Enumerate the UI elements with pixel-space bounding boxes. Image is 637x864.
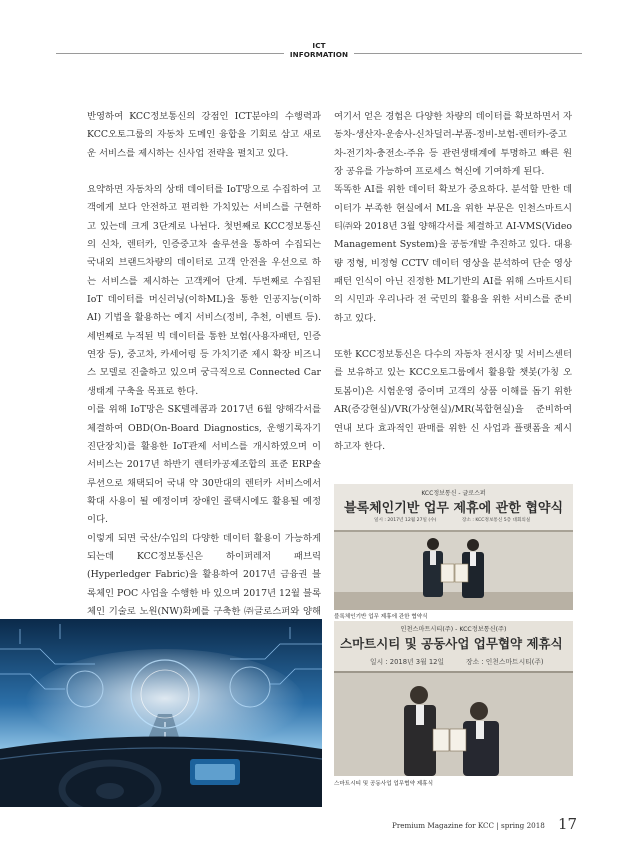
photo2-banner-date: 일시 : 2018년 3월 12일 bbox=[370, 658, 445, 666]
photo1-caption: 블록체인기반 업무 제휴에 관한 협약식 bbox=[334, 614, 428, 620]
magazine-name: Premium Magazine for KCC | spring 2018 bbox=[392, 821, 545, 830]
right-paragraph-1: 여기서 얻은 경험은 다양한 차량의 데이터를 확보하면서 자동차-생산자-운송사-신차딜러-부품-정비-보험-렌터카-중고차-전기차-충전소-주유 등 관련생태계에 투명하고 빠른 원장 공유를 가능하여 프로세스 혁신에 기여하게 된다. bbox=[334, 111, 572, 178]
photo2-banner-small: 인천스마트시티(주) - KCC정보통신(주) bbox=[400, 626, 507, 633]
photo1-banner-title: 블록체인기반 업무 제휴에 관한 협약식 bbox=[343, 501, 564, 516]
left-paragraph-2: 요약하면 자동차의 상태 데이터를 IoT망으로 수집하여 고객에게 보다 안전하고 편리한 가치있는 서비스를 구현하고 있는데 크게 3단계로 나뉜다. 첫번째로 KCC정보통신의 신차, 렌터카, 인증중고차 솔루션을 통하여 수집되는 국내외 브랜드차량의 데이터로 고객 안전을 우선으로 하는 서비스를 제시하는 고객케어 단계. 두번째로 수집된 IoT 데이터를 머신러닝(이하ML)을 통한 인공지능(이하 AI) 기법을 활용하는 예지 서비스(정비, 추천, 이벤트 등). 세번째로 누적된 빅 데이터를 통한 보험(사용자패턴, 인증연장 등), 중고차, 카세어링 등 가치기준 제시 확장 비즈니스 모델로 진출하고 있으며 궁극적으로 Connected Car 생태계 구축을 목표로 한다. bbox=[87, 184, 321, 397]
photo2-banner-title: 스마트시티 및 공동사업 업무협약 제휴식 bbox=[340, 636, 563, 651]
right-paragraph-2: 똑똑한 AI를 위한 데이터 확보가 중요하다. 분석할 만한 데이터가 부족한 현실에서 ML을 위한 부문은 인천스마트시티㈜와 2018년 3월 양해각서를 체결하고 AI-VMS(Video Management System)을 공동개발 추진하고 있다. 대용량 정형, 비정형 CCTV 데이터 영상을 분석하여 단순 영상패턴 인식이 아닌 진정한 ML기반의 AI를 위해 스마트시티의 시민과 우리나라 전 국민의 활용을 위한 서비스를 준비하고 있다. bbox=[334, 184, 572, 324]
photo2-caption: 스마트시티 및 공동사업 업무협약 제휴식 bbox=[334, 781, 433, 787]
left-paragraph-1: 반영하여 KCC정보통신의 강점인 ICT분야의 수행력과 KCC오토그룹의 자동차 도메인 융합을 기회로 삼고 새로운 서비스를 제시하는 신사업 전략을 펼치고 있다. bbox=[87, 111, 321, 159]
car-hud-illustration bbox=[0, 619, 322, 807]
right-column bbox=[334, 108, 572, 456]
photo1-banner-small: KCC정보통신 - 글로스퍼 bbox=[421, 490, 486, 497]
left-paragraph-4: 이렇게 되면 국산/수입의 다양한 데이터 활용이 가능하게 되는데 KCC정보통신은 하이퍼레저 패브릭(Hyperledger Fabric)을 활용하여 2017년 금융권 블록체인 POC 사업을 수행한 바 있으며 2017년 12월 블록체인 기술로 노원(NW)화폐를 구축한 ㈜글로스퍼와 양해 bbox=[87, 532, 321, 617]
header-rule-left bbox=[56, 53, 284, 54]
signing-photo-blockchain bbox=[334, 484, 573, 610]
photo1-banner-date: 일시 : 2017년 12월 27일 (수) bbox=[374, 518, 437, 523]
left-column bbox=[87, 108, 321, 658]
header-rule-right bbox=[354, 53, 582, 54]
page-number: 17 bbox=[558, 815, 578, 833]
left-paragraph-3: 이를 위해 IoT망은 SK텔레콤과 2017년 6월 양해각서를 체결하여 OBD(On-Board Diagnostics, 운행기록자기진단장치)를 활용한 IoT관제 서비스를 개시하였으며 이 서비스는 2017년 하반기 렌터카공제조합의 표준 ERP솔루션으로 채택되어 국내 약 30만대의 렌터카 서비스에서 확대 사용이 될 예정이며 장애인 콜택시에도 활용될 예정이다. bbox=[87, 404, 321, 526]
signing-photo-smartcity bbox=[334, 621, 573, 776]
section-tag: ICT INFORMATION bbox=[289, 41, 349, 59]
right-paragraph-3: 또한 KCC정보통신은 다수의 자동차 전시장 및 서비스센터를 보유하고 있는 KCC오토그룹에서 활용할 챗봇(가칭 오토봄이)은 시험운영 중이며 고객의 상품 이해를 돕기 위한 AR(증강현실)/VR(가상현실)/MR(복합현실)을 준비하여 연내 보다 효과적인 판매를 위한 신 사업과 플랫폼을 제시하고자 한다. bbox=[334, 349, 572, 452]
photo1-banner-place: 장소 : KCC정보통신 5층 대회의실 bbox=[462, 518, 531, 523]
photo2-banner-place: 장소 : 인천스마트시티(주) bbox=[466, 658, 544, 666]
